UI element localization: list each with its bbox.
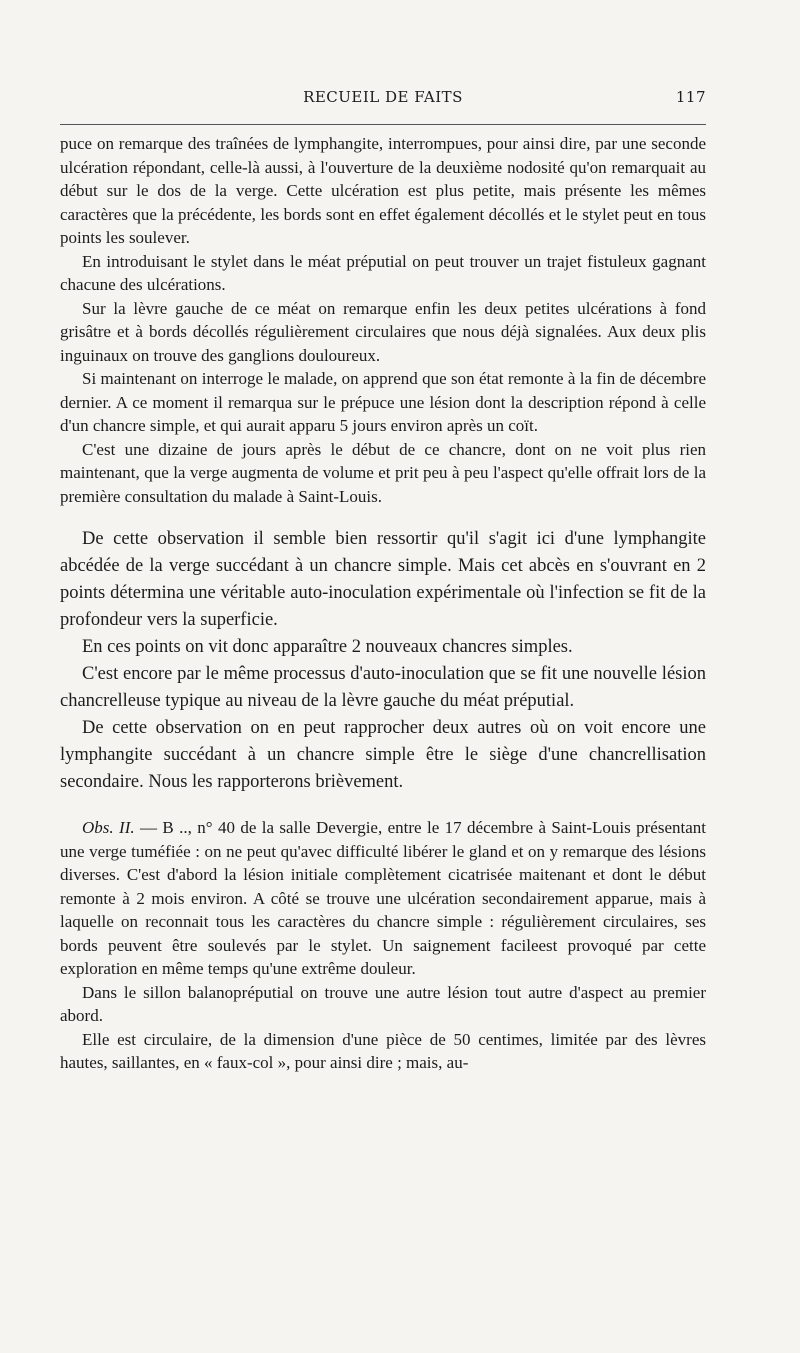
paragraph: Sur la lèvre gauche de ce méat on remarque enfin les deux petites ulcérations à fond grisâtre et à bords décollés régulièrement circulaires que nous déjà signalées. Aux deux plis inguinaux on trouve des ganglions douloureux. <box>60 298 706 365</box>
paragraph: Dans le sillon balanopréputial on trouve une autre lésion tout autre d'aspect au premier abord. <box>60 982 706 1025</box>
paragraph: puce on remarque des traînées de lymphangite, interrompues, pour ainsi dire, par une seconde ulcération répondant, celle-là aussi, à l'ouverture de la deuxième nodosité qu'on remarquait au début sur le dos de la verge. Cette ulcération est plus petite, mais présente les mêmes caractères que la précédente, les bords sont en effet également décollés et le stylet peut en tous points les soulever. <box>60 134 706 247</box>
observation-label: Obs. II. <box>82 818 135 837</box>
paragraph: C'est encore par le même processus d'auto-inoculation que se fit une nouvelle lésion chancrelleuse typique au niveau de la lèvre gauche du méat préputial. <box>60 664 706 711</box>
running-header <box>60 88 706 112</box>
running-title: RECUEIL DE FAITS <box>303 88 463 106</box>
paragraph: Elle est circulaire, de la dimension d'une pièce de 50 centimes, limitée par des lèvres hautes, saillantes, en « faux-col », pour ainsi dire ; mais, au- <box>60 1029 706 1072</box>
paragraph: En introduisant le stylet dans le méat préputial on peut trouver un trajet fistuleux gagnant chacune des ulcérations. <box>60 251 706 294</box>
observation-text: — B .., n° 40 de la salle Devergie, entre le 17 décembre à Saint-Louis présentant une verge tuméfiée : on ne peut qu'avec difficulté libérer le gland et on y remarque des lésions diverses. C'est d'abord la lésion initiale complètement cicatrisée maitenant et dont le début remonte à 2 mois environ. A côté se trouve une ulcération secondairement apparue, mais à laquelle on reconnait tous les caractères du chancre simple : régulièrement circulaires, ses bords peuvent être soulevés par le stylet. Un saignement facileest provoqué par cette exploration en même temps qu'une extrême douleur. <box>60 818 706 978</box>
paragraph: En ces points on vit donc apparaître 2 nouveaux chancres simples. <box>82 637 573 657</box>
paragraph: De cette observation il semble bien ressortir qu'il s'agit ici d'une lymphangite abcédée de la verge succédant à un chancre simple. Mais cet abcès en s'ouvrant en 2 points détermina une véritable auto-inoculation expérimentale où l'infection se fit de la profondeur vers la superficie. <box>60 529 706 630</box>
header-rule <box>60 124 706 125</box>
observation-paragraph <box>60 816 706 981</box>
paragraph: C'est une dizaine de jours après le début de ce chancre, dont on ne voit plus rien maintenant, que la verge augmenta de volume et prit peu à peu l'aspect qu'elle offrait lors de la première consultation du malade à Saint-Louis. <box>60 439 706 506</box>
paragraph: De cette observation on en peut rapprocher deux autres où on voit encore une lymphangite succédant à un chancre simple être le siège d'une chancrellisation secondaire. Nous les rapporterons brièvement. <box>60 718 706 792</box>
commentary <box>60 526 706 796</box>
page-body <box>60 132 706 1075</box>
observation-continuation <box>60 132 706 508</box>
paragraph: Si maintenant on interroge le malade, on apprend que son état remonte à la fin de décembre dernier. A ce moment il remarqua sur le prépuce une lésion dont la description répond à celle d'un chancre simple, et qui aurait apparu 5 jours environ après un coït. <box>60 369 706 435</box>
observation-ii <box>60 816 706 1075</box>
page-number: 117 <box>675 88 706 106</box>
